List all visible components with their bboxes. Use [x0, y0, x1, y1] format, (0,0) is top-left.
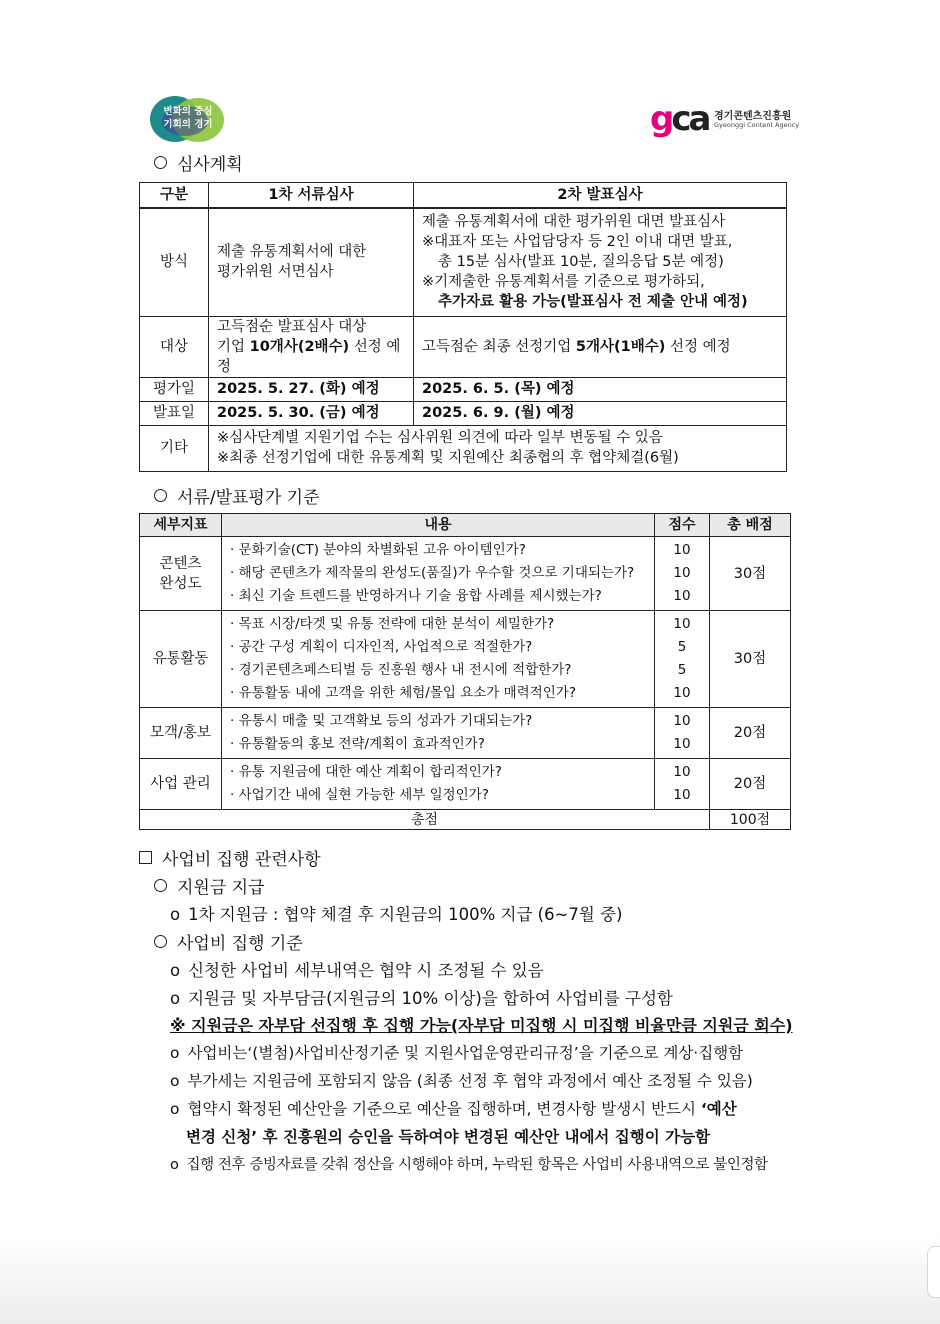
budget-rule-line: o 신청한 사업비 세부내역은 협약 시 조정될 수 있음 — [170, 961, 544, 980]
table-row — [140, 611, 791, 708]
col-header-category: 구분 — [140, 183, 209, 209]
subsection-budget-rules: 사업비 집행 기준 — [154, 929, 303, 954]
eval-date-first: 2025. 5. 27. (화) 예정 — [209, 377, 414, 401]
table-row — [140, 708, 791, 759]
target-second: 고득점순 최종 선정기업 5개사(1배수) 선정 예정 — [414, 316, 787, 377]
col-header-indicator: 세부지표 — [140, 514, 222, 537]
circle-bullet-icon — [154, 935, 167, 948]
method-second: 제출 유통계획서에 대한 평가위원 대면 발표심사 ※대표자 또는 사업담당자 등 2인 이내 대면 발표, 총 15분 심사(발표 10분, 질의응답 5분 예정) ※기제출한 유통계획서를 기준으로 평가하되, 추가자료 활용 가능(발표심사 전 제출 안내 예정) — [414, 208, 787, 316]
section-criteria-heading: 서류/발표평가 기준 — [154, 483, 320, 508]
side-scroll-handle[interactable] — [927, 1246, 940, 1298]
row-label-eval-date: 평가일 — [140, 377, 209, 401]
row-label-announce-date: 발표일 — [140, 401, 209, 425]
budget-rule-line: o 집행 전후 증빙자료를 갖춰 정산을 시행해야 하며, 누락된 항목은 사업비 사용내역으로 불인정함 — [170, 1157, 768, 1173]
table-row — [140, 810, 791, 830]
budget-rule-line: o 지원금 및 자부담금(지원금의 10% 이상)을 합하여 사업비를 구성함 — [170, 989, 673, 1008]
agency-english-name: Gyeonggi Content Agency — [714, 121, 800, 129]
grant-payment-line: o 1차 지원금 : 협약 체결 후 지원금의 100% 지급 (6~7월 중) — [170, 905, 623, 924]
review-plan-table — [139, 182, 787, 472]
evaluation-criteria-table — [139, 513, 791, 830]
method-first: 제출 유통계획서에 대한 평가위원 서면심사 — [209, 208, 414, 316]
logo-mark-g: g — [650, 99, 672, 139]
section-budget-heading: 사업비 집행 관련사항 — [139, 845, 321, 870]
budget-rule-line: o 부가세는 지원금에 포함되지 않음 (최종 선정 후 협약 과정에서 예산 조정될 수 있음) — [170, 1072, 753, 1090]
grand-total-label: 총점 — [140, 810, 710, 830]
target-first: 고득점순 발표심사 대상 기업 10개사(2배수) 선정 예정 — [209, 316, 414, 377]
category-total: 20점 — [710, 759, 791, 810]
budget-rule-line: o 사업비는‘(별첨)사업비산정기준 및 지원사업운영관리규정’을 기준으로 계상·집행함 — [170, 1044, 744, 1062]
criteria-items: · 유통 지원금에 대한 예산 계획이 합리적인가? · 사업기간 내에 실현 가능한 세부 일정인가? — [222, 759, 655, 810]
criteria-items: · 목표 시장/타겟 및 유통 전략에 대한 분석이 세밀한가? · 공간 구성 계획이 디자인적, 사업적으로 적절한가? · 경기콘텐츠페스티벌 등 진흥원 행사 내 전시에 적합한가? · 유통활동 내에 고객을 위한 체험/몰입 요소가 매력적인가? — [222, 611, 655, 708]
gyeonggi-province-logo — [150, 96, 226, 142]
budget-rule-line: o 협약시 확정된 예산안을 기준으로 예산을 집행하며, 변경사항 발생시 반드시 ‘예산 — [170, 1100, 737, 1118]
table-row — [140, 401, 787, 425]
etc-notes: ※심사단계별 지원기업 수는 심사위원 의견에 따라 일부 변동될 수 있음 ※최종 선정기업에 대한 유통계획 및 지원예산 최종협의 후 협약체결(6월) — [209, 425, 787, 471]
table-row — [140, 316, 787, 377]
category-total: 30점 — [710, 537, 791, 611]
category-total: 20점 — [710, 708, 791, 759]
criteria-scores: 10 10 10 — [655, 537, 710, 611]
criteria-scores: 10 10 — [655, 708, 710, 759]
criteria-scores: 10 5 5 10 — [655, 611, 710, 708]
square-bullet-icon — [139, 851, 152, 864]
circle-bullet-icon — [154, 489, 167, 502]
category-content-completeness: 콘텐츠 완성도 — [140, 537, 222, 611]
category-marketing: 모객/홍보 — [140, 708, 222, 759]
logo-slogan-line1: 변화의 중심 — [163, 106, 213, 117]
announce-date-second: 2025. 6. 9. (월) 예정 — [414, 401, 787, 425]
logo-mark-ca: ca — [671, 99, 709, 139]
logo-slogan-line2: 기회의 경기 — [163, 119, 213, 130]
circle-bullet-icon — [154, 879, 167, 892]
eval-date-second: 2025. 6. 5. (목) 예정 — [414, 377, 787, 401]
table-row — [140, 537, 791, 611]
row-label-target: 대상 — [140, 316, 209, 377]
budget-rule-line-continued: 변경 신청’ 후 진흥원의 승인을 득하여야 변경된 예산안 내에서 집행이 가능함 — [186, 1128, 711, 1146]
circle-bullet-icon — [154, 156, 167, 169]
criteria-items: · 문화기술(CT) 분야의 차별화된 고유 아이템인가? · 해당 콘텐츠가 제작물의 완성도(품질)가 우수할 것으로 기대되는가? · 최신 기술 트렌드를 반영하거나 기술 융합 사례를 제시했는가? — [222, 537, 655, 611]
row-label-method: 방식 — [140, 208, 209, 316]
col-header-second-review: 2차 발표심사 — [414, 183, 787, 209]
criteria-items: · 유통시 매출 및 고객확보 등의 성과가 기대되는가? · 유통활동의 홍보 전략/계획이 효과적인가? — [222, 708, 655, 759]
col-header-total: 총 배점 — [710, 514, 791, 537]
table-row — [140, 425, 787, 471]
page-bottom-shadow — [0, 1234, 940, 1324]
col-header-content: 내용 — [222, 514, 655, 537]
budget-note: ※ 지원금은 자부담 선집행 후 집행 가능(자부담 미집행 시 미집행 비율만큼 지원금 회수) — [170, 1016, 793, 1035]
grand-total-value: 100점 — [710, 810, 791, 830]
category-distribution: 유통활동 — [140, 611, 222, 708]
table-row — [140, 377, 787, 401]
col-header-first-review: 1차 서류심사 — [209, 183, 414, 209]
category-project-management: 사업 관리 — [140, 759, 222, 810]
table-row — [140, 208, 787, 316]
agency-name: 경기콘텐츠진흥원 — [714, 111, 792, 122]
col-header-score: 점수 — [655, 514, 710, 537]
table-row — [140, 759, 791, 810]
section-review-plan-heading: 심사계획 — [154, 150, 243, 175]
announce-date-first: 2025. 5. 30. (금) 예정 — [209, 401, 414, 425]
row-label-etc: 기타 — [140, 425, 209, 471]
gca-logo — [650, 99, 810, 145]
subsection-grant-payment: 지원금 지급 — [154, 873, 265, 898]
category-total: 30점 — [710, 611, 791, 708]
criteria-scores: 10 10 — [655, 759, 710, 810]
